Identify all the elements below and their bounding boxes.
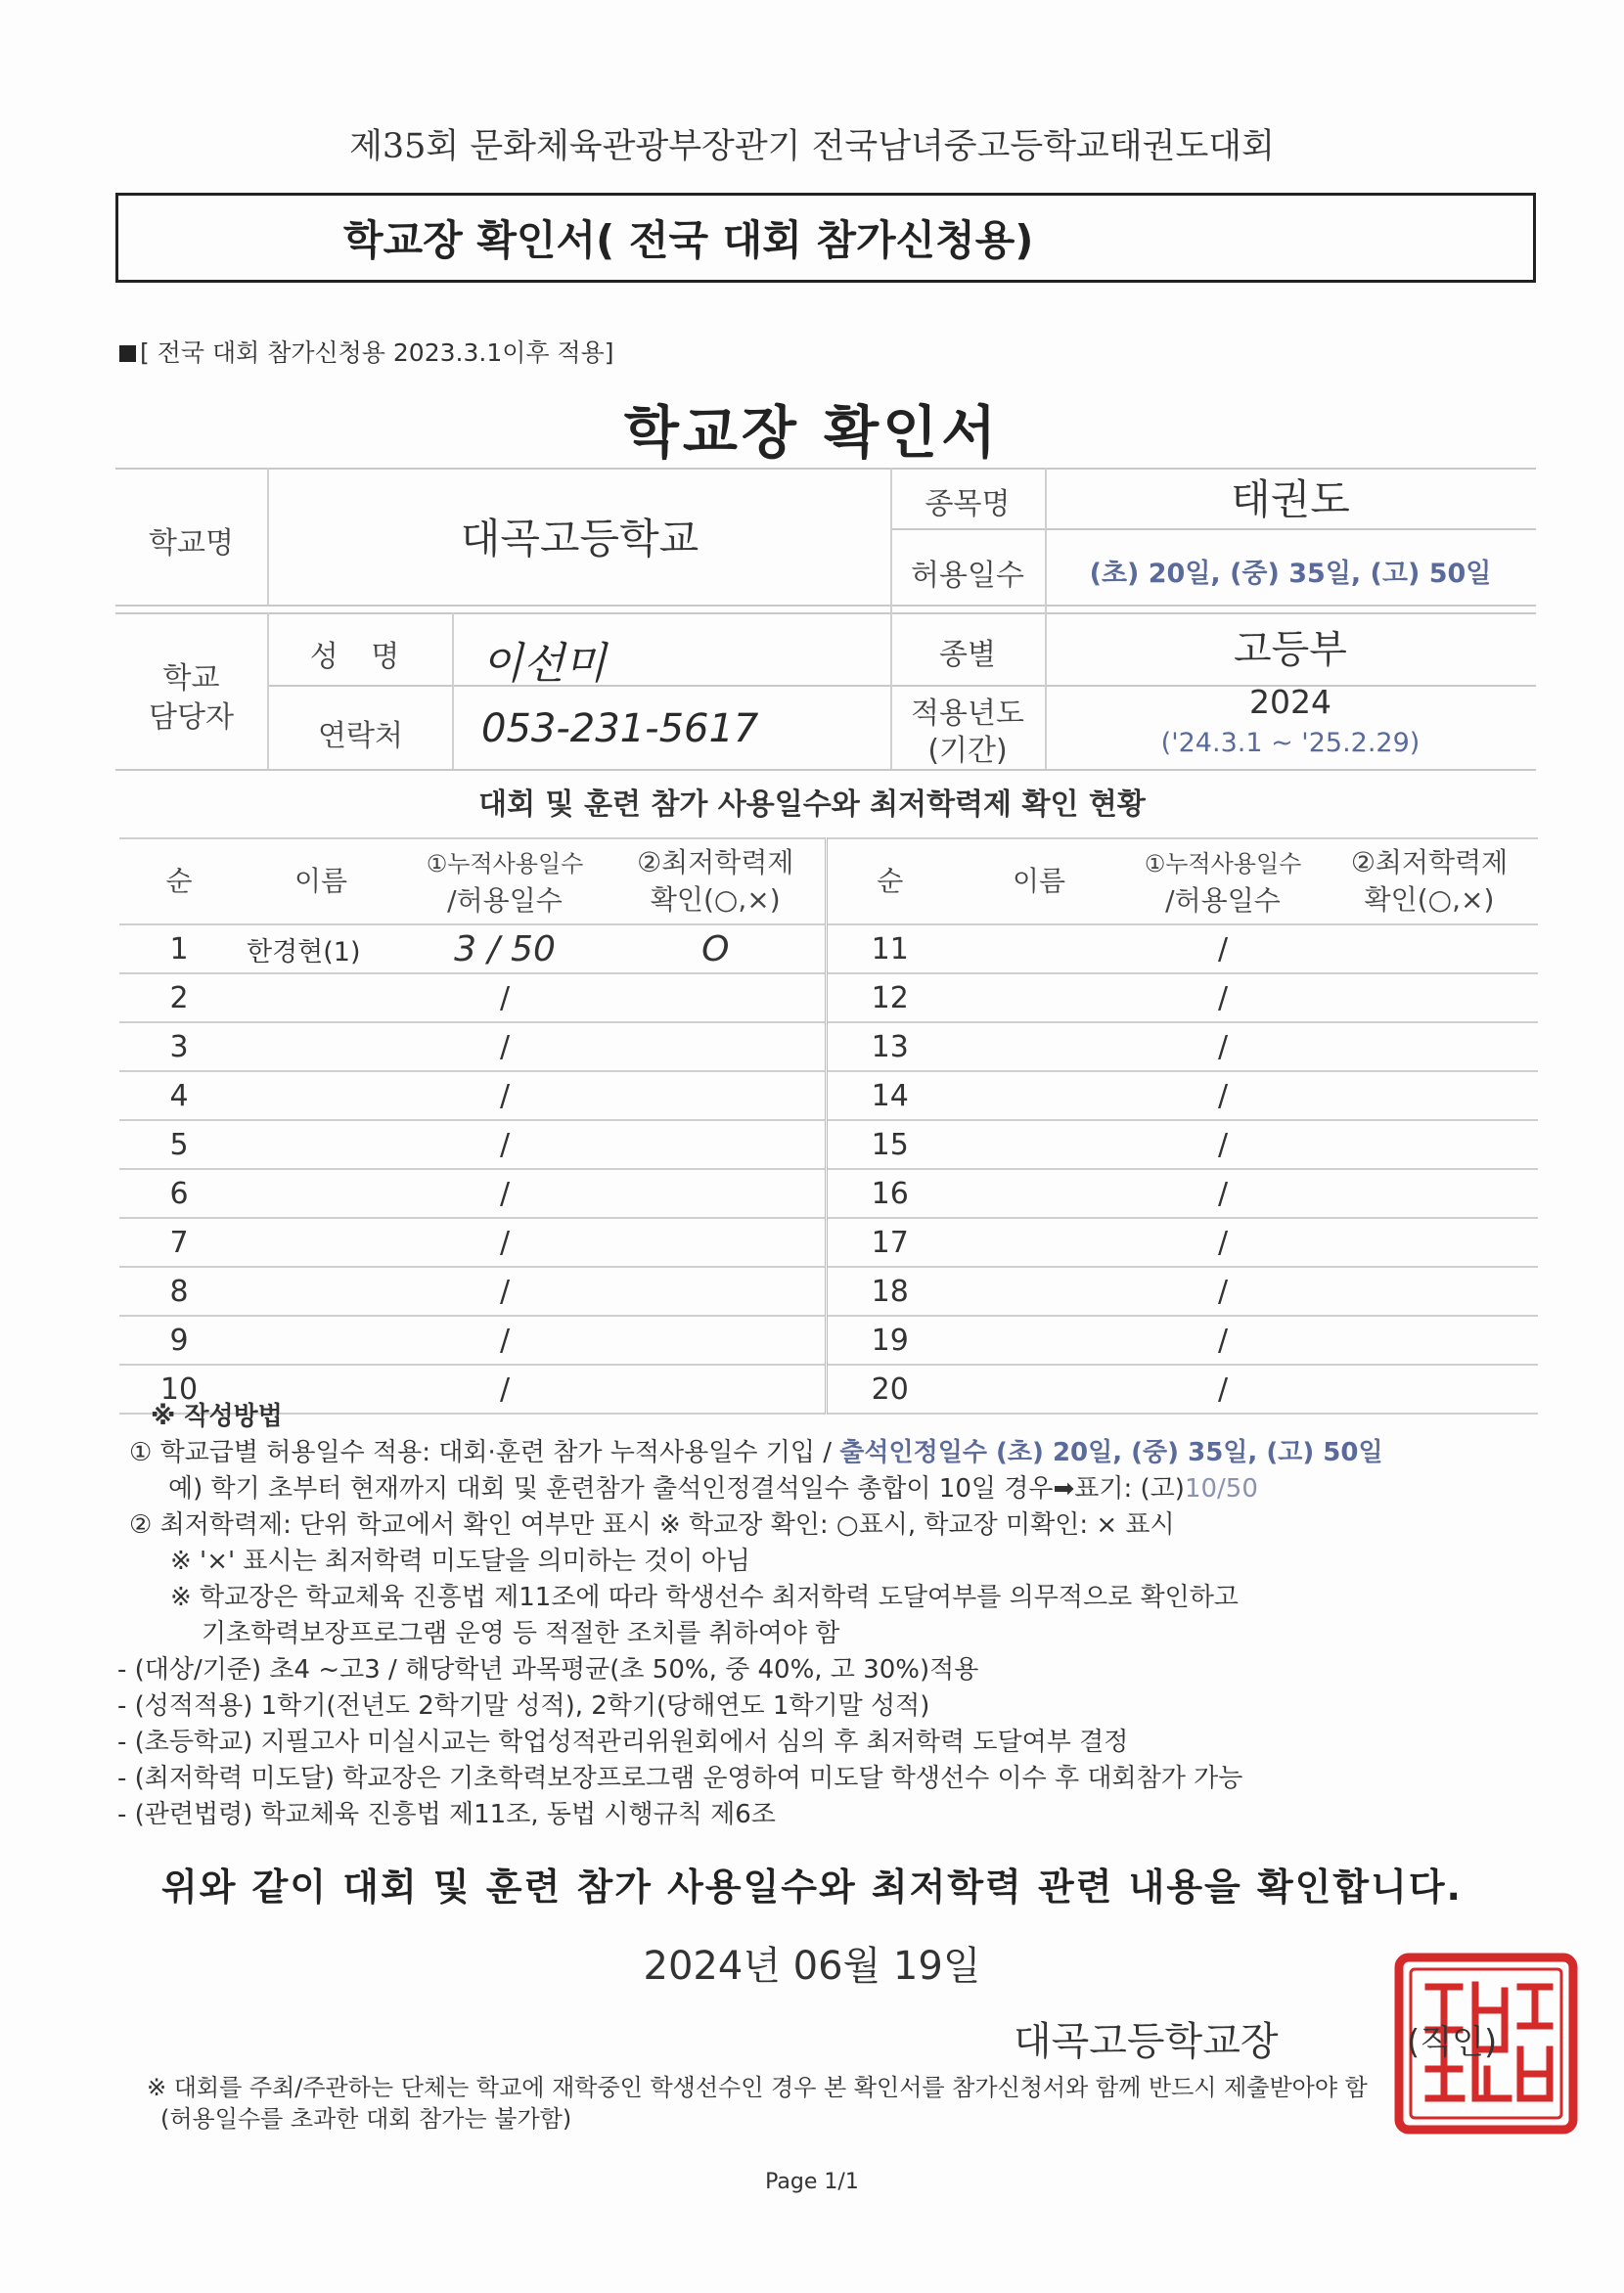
event-label: 종목명 [925,487,1011,521]
row-days: / [1125,973,1321,1022]
row-days: / [403,1365,607,1414]
header-days-line1: ①누적사용일수 [1144,849,1302,877]
table-row [119,1316,1538,1365]
subnote [119,334,614,369]
table-row [119,1120,1538,1169]
header-check-line2: 확인(○,×) [650,883,781,916]
header-check-line1: ②최저학력제 [1350,846,1509,878]
header-check [607,838,826,924]
header-name: 이름 [953,838,1125,924]
row-no: 10 [119,1365,239,1414]
event-value: 태권도 [1231,475,1350,523]
guide-item-9: - (최저학력 미도달) 학교장은 기초학력보장프로그램 운영하여 미도달 학생선수 이수 후 대회참가 가능 [117,1764,1243,1793]
row-days: / [403,1316,607,1365]
row-days: / [1125,1120,1321,1169]
usage-table-body [119,924,1538,1414]
division-value: 고등부 [1234,627,1347,672]
guide-item-10: - (관련법령) 학교체육 진흥법 제11조, 동법 시행규칙 제6조 [117,1800,776,1829]
row-days: / [403,1169,607,1218]
row-no: 7 [119,1218,239,1267]
square-bullet-icon [119,345,136,362]
manager-label-2: 담당자 [149,700,234,735]
footer-note-line2: (허용일수를 초과한 대회 참가는 불가함) [160,2105,572,2133]
row-check [1321,1169,1538,1218]
row-name [239,1218,403,1267]
row-name [953,1169,1125,1218]
guide-example-text: 예) 학기 초부터 현재까지 대회 및 훈련참가 출석인정결석일수 총합이 10일 경우 [168,1474,1054,1504]
manager-label-1: 학교 [162,661,220,696]
division-label: 종별 [939,638,996,672]
info-grid-line [115,769,1536,771]
row-check [607,1316,826,1365]
row-no: 17 [826,1218,953,1267]
guide-item-1-example [129,1471,1383,1507]
contact-value: 053-231-5617 [481,706,759,751]
name-label: 성 명 [309,640,412,674]
row-name [953,1022,1125,1071]
name-value: 이선미 [481,639,607,689]
row-no: 11 [826,924,953,973]
row-name [953,973,1125,1022]
row-no: 4 [119,1071,239,1120]
row-check [607,1169,826,1218]
row-no: 20 [826,1365,953,1414]
row-no: 6 [119,1169,239,1218]
row-no: 3 [119,1022,239,1071]
row-name [239,1022,403,1071]
row-name [953,1071,1125,1120]
guide-item-5: 기초학력보장프로그램 운영 등 적절한 조치를 취하여야 함 [202,1619,840,1648]
seal-label: (직인) [1407,2023,1498,2062]
table-row [119,924,1538,973]
header-days-line2: /허용일수 [447,883,563,917]
guide-item-7: - (성적적용) 1학기(전년도 2학기말 성적), 2학기(당해연도 1학기말 성적) [117,1691,930,1721]
row-check [1321,1316,1538,1365]
info-grid-line [890,528,1536,530]
row-days: / [1125,1071,1321,1120]
row-name: 한경현(1) [239,924,403,973]
usage-table-header [119,838,1538,924]
table-row [119,1218,1538,1267]
header-no: 순 [826,838,953,924]
info-grid-line [115,612,1536,614]
guide-item-1-text: ① 학교급별 허용일수 적용: 대회·훈련 참가 누적사용일수 기입 / [129,1438,840,1467]
row-name [239,973,403,1022]
row-check [607,1022,826,1071]
row-days: 3 / 50 [403,924,607,973]
table-row [119,1022,1538,1071]
row-name [953,1267,1125,1316]
row-name [953,1120,1125,1169]
row-no: 5 [119,1120,239,1169]
row-name [239,1120,403,1169]
guide-item-4: ※ 학교장은 학교체육 진흥법 제11조에 따라 학생선수 최저학력 도달여부를 의무적으로 확인하고 [170,1583,1239,1612]
row-no: 13 [826,1022,953,1071]
row-check [1321,1120,1538,1169]
row-no: 14 [826,1071,953,1120]
header-name: 이름 [239,838,403,924]
row-name [239,1316,403,1365]
row-days: / [403,1267,607,1316]
row-name [953,1316,1125,1365]
row-no: 19 [826,1316,953,1365]
guide-item-6: - (대상/기준) 초4 ~고3 / 해당학년 과목평균(초 50%, 중 40%, 고 30%)적용 [117,1655,979,1685]
row-days: / [403,1071,607,1120]
row-no: 9 [119,1316,239,1365]
table-row [119,973,1538,1022]
header-check [1321,838,1538,924]
info-grid-line [452,612,454,769]
year-label-1: 적용년도 [911,697,1024,731]
header-days-line2: /허용일수 [1165,883,1281,917]
row-days: / [403,1120,607,1169]
header-days [1125,838,1321,924]
guide-item-1 [129,1435,1383,1471]
row-check [1321,1267,1538,1316]
principal-name: 대곡고등학교장 [1014,2019,1279,2064]
row-name [953,924,1125,973]
year-label-2: (기간) [927,734,1008,768]
row-days: / [1125,1169,1321,1218]
row-days: / [1125,1365,1321,1414]
header-check-line1: ②최저학력제 [637,846,794,878]
row-name [953,1218,1125,1267]
row-days: / [1125,1218,1321,1267]
row-no: 18 [826,1267,953,1316]
school-name: 대곡고등학교 [460,515,699,562]
row-no: 8 [119,1267,239,1316]
school-label: 학교명 [149,526,234,561]
header-days-line1: ①누적사용일수 [426,849,584,877]
event-title: 제35회 문화체육관광부장관기 전국남녀중고등학교태권도대회 [349,127,1275,166]
row-check: O [607,924,826,973]
row-check [1321,1218,1538,1267]
guide-item-1-highlight: 출석인정일수 (초) 20일, (중) 35일, (고) 50일 [839,1438,1383,1467]
header-no: 순 [119,838,239,924]
row-name [239,1071,403,1120]
row-no: 15 [826,1120,953,1169]
footer-note-line1: ※ 대회를 주최/주관하는 단체는 학교에 재학중인 학생선수인 경우 본 확인서를 참가신청서와 함께 반드시 제출받아야 함 [147,2074,1368,2101]
usage-section-title: 대회 및 훈련 참가 사용일수와 최저학력제 확인 현황 [478,787,1146,822]
row-check [1321,1022,1538,1071]
footer-note [147,2072,1368,2135]
row-no: 16 [826,1169,953,1218]
period-value: ('24.3.1 ~ '25.2.29) [1160,728,1421,758]
subnote-text: [ 전국 대회 참가신청용 2023.3.1이후 적용] [140,338,614,367]
row-check [1321,973,1538,1022]
row-no: 12 [826,973,953,1022]
row-check [607,1071,826,1120]
row-check [1321,1071,1538,1120]
row-days: / [1125,1316,1321,1365]
row-days: / [403,973,607,1022]
row-days: / [403,1022,607,1071]
row-no: 2 [119,973,239,1022]
row-check [1321,924,1538,973]
header-check-line2: 확인(○,×) [1364,883,1495,916]
row-check [607,1267,826,1316]
row-check [607,973,826,1022]
main-title: 학교장 확인서 [623,399,1001,466]
guide-title: ※ 작성방법 [151,1402,283,1431]
row-days: / [1125,924,1321,973]
confirmation-statement: 위와 같이 대회 및 훈련 참가 사용일수와 최저학력 관련 내용을 확인합니다. [161,1866,1463,1909]
header-days [403,838,607,924]
page-number: Page 1/1 [765,2170,859,2194]
usage-table [119,837,1538,1415]
contact-label: 연락처 [318,719,403,753]
table-row [119,1267,1538,1316]
row-check [607,1218,826,1267]
info-grid-line [115,605,1536,607]
guide-item-3: ※ '×' 표시는 최저학력 미도달을 의미하는 것이 아님 [170,1547,750,1576]
row-days: / [403,1218,607,1267]
allowed-value: (초) 20일, (중) 35일, (고) 50일 [1089,559,1492,589]
allowed-label: 허용일수 [911,559,1024,593]
row-name [239,1267,403,1316]
guide-example-mark: ➡표기: (고) [1053,1474,1185,1504]
row-no: 1 [119,924,239,973]
guide-item-2: ② 최저학력제: 단위 학교에서 확인 여부만 표시 ※ 학교장 확인: ○표시, 학교장 미확인: × 표시 [129,1510,1175,1540]
boxed-title: 학교장 확인서( 전국 대회 참가신청용) [115,193,1536,283]
row-days: / [1125,1022,1321,1071]
year-value: 2024 [1249,683,1331,721]
issue-date: 2024년 06월 19일 [643,1944,981,1989]
guide-item-8: - (초등학교) 지필고사 미실시교는 학업성적관리위원회에서 심의 후 최저학력 도달여부 결정 [117,1728,1129,1757]
table-row [119,1169,1538,1218]
row-check [607,1120,826,1169]
table-row [119,1071,1538,1120]
row-name [239,1169,403,1218]
row-days: / [1125,1267,1321,1316]
guide-example-value: 10/50 [1184,1474,1258,1504]
writing-guide [117,1399,1383,1833]
